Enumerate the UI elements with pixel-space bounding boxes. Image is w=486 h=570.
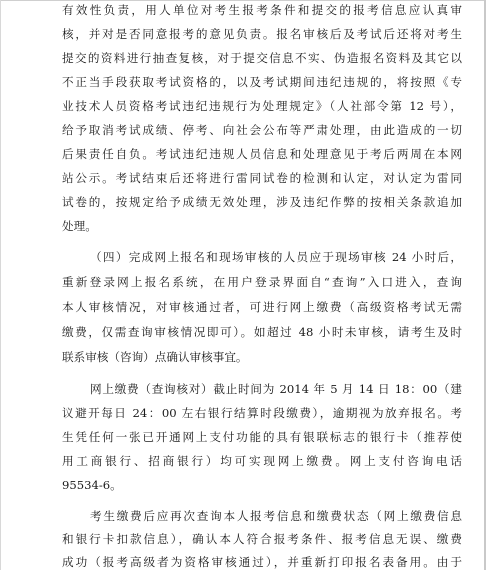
paragraph-first-line: （四）完成网上报名和现场审核的人员应于现场审核 24 小时后， [90, 250, 462, 264]
text-line: 试卷的，按规定给予成绩无效处理，涉及违纪作弊的按相关条款追加 [62, 195, 462, 209]
text-line: 处理。 [62, 219, 97, 233]
text-line: 给予取消考试成绩、停考、向社会公布等严肃处理，由此造成的一切 [62, 123, 462, 137]
text-line: 议避开每日 24：00 左右银行结算时段缴费），逾期视为放弃报名。考 [62, 406, 462, 420]
text-line: 站公示。考试结束后还将进行雷同试卷的检测和认定，对认定为雷同 [62, 171, 462, 185]
text-line: 后果责任自负。考试违纪违规人员信息和处理意见于考后两周在本网 [62, 147, 462, 161]
text-line: 联系审核（咨询）点确认审核事宜。 [62, 350, 248, 364]
text-line: 缴费，仅需查询审核情况即可）。如超过 48 小时未审核，请考生及时 [62, 325, 462, 339]
text-line: 重新登录网上报名系统，在用户登录界面自“查询”入口进入，查询 [62, 275, 462, 289]
text-line: 核，并对是否同意报考的意见负责。报名审核后及考试后还将对考生 [62, 27, 462, 41]
text-line: 不正当手段获取考试资格的，以及考试期间违纪违规的，将按照《专 [62, 75, 462, 89]
text-line: 用工商银行、招商银行）均可实现网上缴费。网上支付咨询电话 [62, 454, 462, 468]
text-line: 有效性负责，用人单位对考生报考条件和提交的报考信息应认真审 [62, 3, 462, 17]
text-line: 95534-6。 [62, 478, 122, 492]
text-line: 成功（报考高级者为资格审核通过），并重新打印报名表备用。由于 [62, 555, 462, 569]
text-line: 提交的资料进行抽查复核，对于提交信息不实、伪造报名资料及其它以 [62, 51, 462, 65]
paragraph-first-line: 网上缴费（查询核对）截止时间为 2014 年 5 月 14 日 18：00（建 [90, 382, 462, 396]
paragraph-first-line: 考生缴费后应再次查询本人报考信息和缴费状态（网上缴费信息 [90, 509, 462, 523]
page-left-edge [0, 0, 1, 570]
text-line: 本人审核情况，对审核通过者，可进行网上缴费（高级资格考试无需 [62, 300, 462, 314]
text-line: 生凭任何一张已开通网上支付功能的具有银联标志的银行卡（推荐使 [62, 430, 462, 444]
text-line: 业技术人员资格考试违纪违规行为处理规定》（人社部令第 12 号）， [62, 99, 462, 113]
text-line: 和银行卡扣款信息），确认本人符合报考条件、报考信息无误、缴费 [62, 532, 462, 546]
